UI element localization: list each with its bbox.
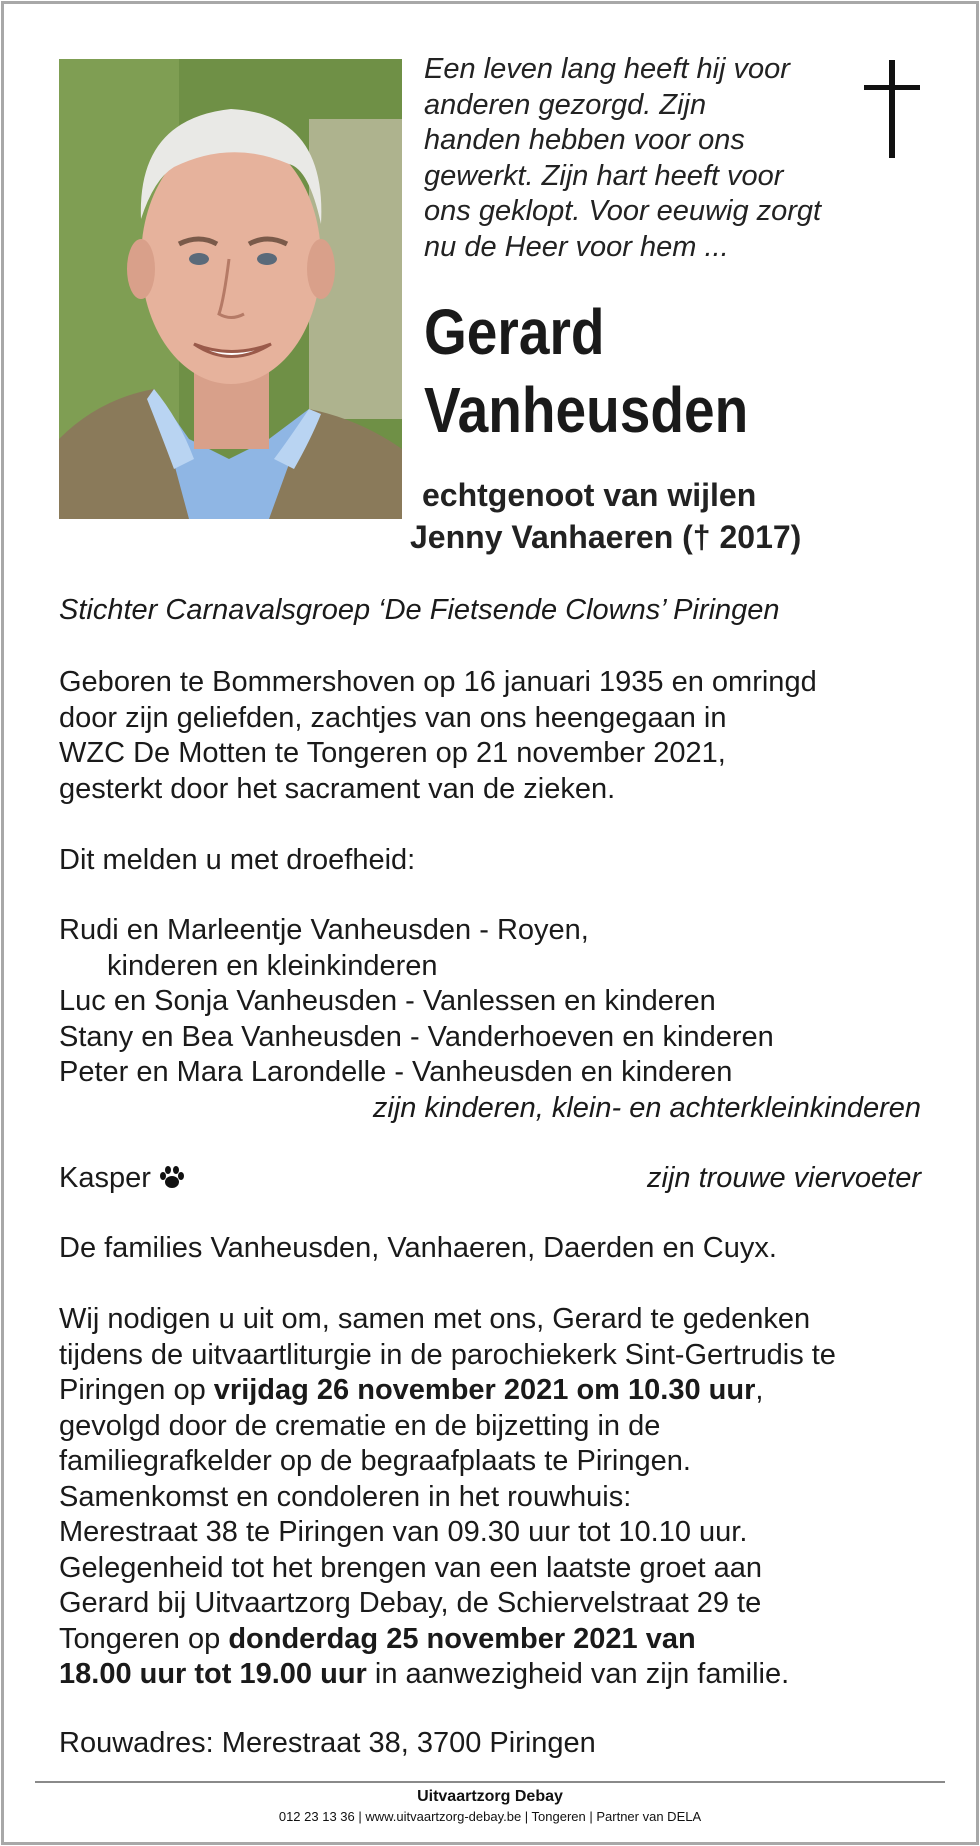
- text-span: in aanwezigheid van zijn familie.: [366, 1658, 790, 1690]
- birth-death-paragraph: [59, 665, 929, 807]
- text-line: tijdens de uitvaartliturgie in de parochiekerk Sint-Gertrudis te: [59, 1338, 836, 1371]
- text-line: Wij nodigen u uit om, samen met ons, Gerard te gedenken: [59, 1303, 811, 1335]
- text-line: Samenkomst en condoleren in het rouwhuis:: [59, 1480, 632, 1513]
- text-line: familiegrafkelder op de begraafplaats te Piringen.: [59, 1445, 691, 1477]
- text-line: [59, 1373, 929, 1409]
- quote-line: gewerkt. Zijn hart heeft voor: [424, 159, 784, 192]
- portrait-photo: [59, 59, 402, 519]
- deceased-name: [424, 293, 748, 449]
- spouse-line: Jenny Vanhaeren († 2017): [410, 519, 802, 555]
- mourning-address: Rouwadres: Merestraat 38, 3700 Piringen: [59, 1727, 596, 1759]
- last-name: Vanheusden: [424, 374, 749, 446]
- paw-icon: [159, 1163, 185, 1199]
- text-line: Gelegenheid tot het brengen van een laatste groet aan: [59, 1551, 762, 1584]
- funeral-date: vrijdag 26 november 2021 om 10.30 uur: [213, 1374, 756, 1406]
- quote-line: ons geklopt. Voor eeuwig zorgt: [424, 195, 822, 227]
- text-span: ,: [755, 1374, 764, 1406]
- family-relation: zijn kinderen, klein- en achterkleinkinderen: [372, 1091, 921, 1124]
- family-list: [59, 913, 921, 1126]
- text-line: Merestraat 38 te Piringen van 09.30 uur tot 10.10 uur.: [59, 1516, 748, 1548]
- text-span: Piringen op: [59, 1374, 214, 1406]
- memorial-quote: [424, 52, 864, 265]
- family-member: Rudi en Marleentje Vanheusden - Royen,: [59, 914, 589, 946]
- family-member: Stany en Bea Vanheusden - Vanderhoeven en kinderen: [59, 1020, 774, 1053]
- text-line: Geboren te Bommershoven op 16 januari 1935 en omringd: [59, 666, 817, 698]
- footer-info: 012 23 13 36 | www.uitvaartzorg-debay.be | Tongeren | Partner van DELA: [278, 1809, 702, 1824]
- invitation-paragraph: [59, 1302, 929, 1693]
- family-member: Peter en Mara Larondelle - Vanheusden en kinderen: [59, 1056, 733, 1088]
- family-member: kinderen en kleinkinderen: [107, 949, 438, 982]
- text-line: [59, 1622, 929, 1658]
- text-line: door zijn geliefden, zachtjes van ons heengegaan in: [59, 701, 727, 734]
- text-span: Tongeren op: [59, 1622, 229, 1655]
- quote-line: Een leven lang heeft hij voor: [424, 53, 790, 85]
- pet-name-wrap: [59, 1160, 185, 1199]
- viewing-time: 18.00 uur tot 19.00 uur: [59, 1658, 367, 1690]
- quote-line: anderen gezorgd. Zijn: [424, 88, 707, 121]
- spouse-info: [410, 474, 890, 558]
- family-member: Luc en Sonja Vanheusden - Vanlessen en kinderen: [59, 985, 716, 1017]
- viewing-date: donderdag 25 november 2021 van: [228, 1622, 696, 1655]
- founder-line: Stichter Carnavalsgroep ‘De Fietsende Clowns’ Piringen: [59, 594, 780, 626]
- pet-name: Kasper: [59, 1162, 151, 1194]
- text-line: gevolgd door de crematie en de bijzetting in de: [59, 1409, 661, 1442]
- text-line: WZC De Motten te Tongeren op 21 november 2021,: [59, 737, 726, 769]
- footer-title: Uitvaartzorg Debay: [417, 1788, 563, 1805]
- announcement-line: Dit melden u met droefheid:: [59, 844, 416, 876]
- quote-line: nu de Heer voor hem ...: [424, 230, 729, 263]
- families-line: De families Vanheusden, Vanhaeren, Daerden en Cuyx.: [59, 1232, 777, 1264]
- text-line: Gerard bij Uitvaartzorg Debay, de Schiervelstraat 29 te: [59, 1587, 762, 1619]
- footer-divider: [35, 1781, 945, 1783]
- first-name: Gerard: [424, 296, 605, 368]
- spouse-line: echtgenoot van wijlen: [422, 477, 757, 513]
- text-line: gesterkt door het sacrament van de zieken.: [59, 772, 616, 805]
- text-line: [59, 1657, 929, 1693]
- pet-role: zijn trouwe viervoeter: [647, 1162, 921, 1194]
- quote-line: handen hebben voor ons: [424, 124, 745, 156]
- cross-icon: [864, 60, 920, 160]
